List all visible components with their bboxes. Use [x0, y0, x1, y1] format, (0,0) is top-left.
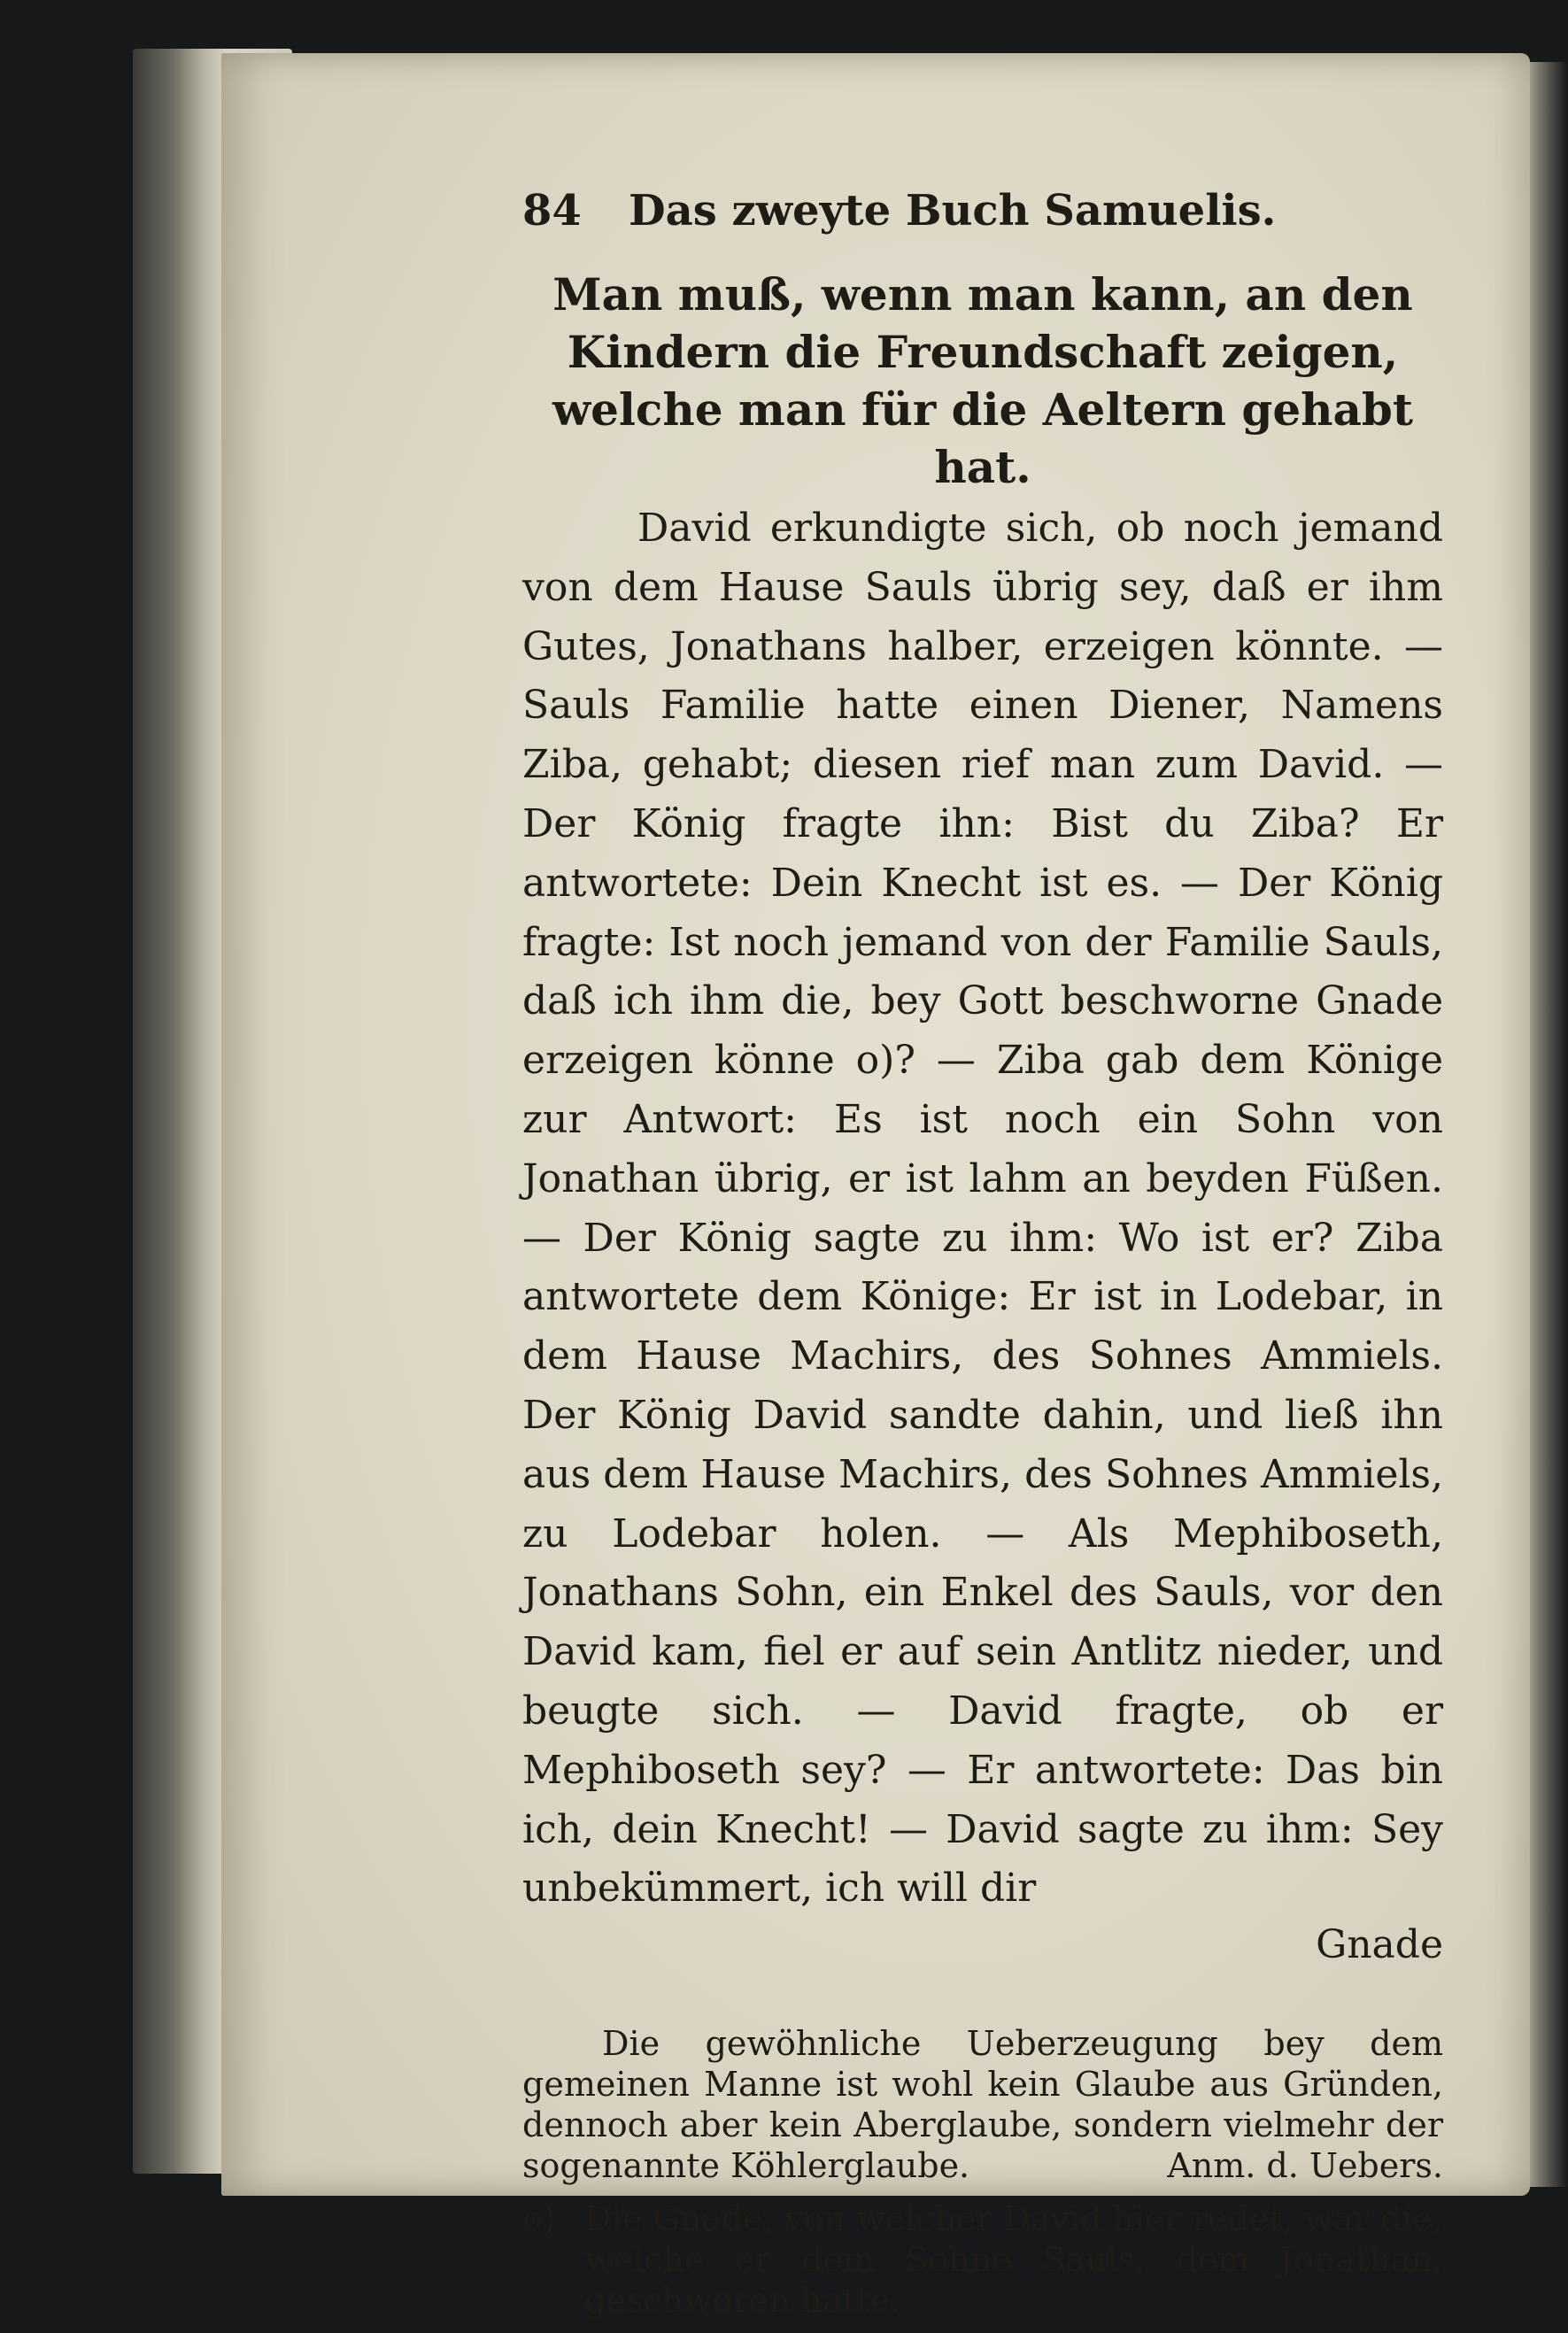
chapter-summary: Man muß, wenn man kann, an den Kindern die Freundschaft zeigen, welche man für die Aeltern gehabt hat.	[552, 268, 1413, 493]
footnote-o	[522, 2198, 1443, 2321]
facing-page-edge	[1530, 62, 1568, 2187]
main-text	[522, 499, 1443, 1919]
page-text-block	[522, 186, 1443, 2333]
running-head	[522, 186, 1443, 257]
footnote-continued-text: Die gewöhnliche Ueberzeugung bey dem gemeinen Manne ist wohl kein Glaube aus Gründen, dennoch aber kein Aberglaube, sondern vielmehr der sogenannte Köhlerglaube.	[522, 2024, 1443, 2186]
footnotes	[522, 2023, 1443, 2321]
main-paragraph: David erkundigte sich, ob noch jemand von dem Hause Sauls übrig sey, daß er ihm Gutes, Jonathans halber, erzeigen könnte. — Sauls Familie hatte einen Diener, Namens Ziba, gehabt; diesen rief man zum David. — Der König fragte ihn: Bist du Ziba? Er antwortete: Dein Knecht ist es. — Der König fragte: Ist noch jemand von der Familie Sauls, daß ich ihm die, bey Gott beschworne Gnade erzeigen könne o)? — Ziba gab dem Könige zur Antwort: Es ist noch ein Sohn von Jonathan übrig, er ist lahm an beyden Füßen. — Der König sagte zu ihm: Wo ist er? Ziba antwortete dem Könige: Er ist in Lodebar, in dem Hause Machirs, des Sohnes Ammiels. Der König David sandte dahin, und ließ ihn aus dem Hause Machirs, des Sohnes Ammiels, zu Lodebar holen. — Als Mephiboseth, Jonathans Sohn, ein Enkel des Sauls, vor den David kam, fiel er auf sein Antlitz nieder, und beugte sich. — David fragte, ob er Mephiboseth sey? — Er antwortete: Das bin ich, dein Knecht! — David sagte zu ihm: Sey unbekümmert, ich will dir	[522, 506, 1443, 1912]
page-number: 84	[522, 186, 582, 236]
footnote-continued	[522, 2023, 1443, 2186]
running-head-title: Das zweyte Buch Samuelis.	[629, 186, 1277, 236]
footnote-attribution: Anm. d. Uebers.	[1167, 2146, 1443, 2186]
catchword: Gnade	[1316, 1922, 1443, 1968]
footnote-o-text: Die Gnade, von welcher David hier redet, war die, welche er dem Sohne Sauls, dem Jonathan, geschworen hatte.	[584, 2199, 1443, 2321]
footnote-marker: o)	[522, 2199, 556, 2239]
